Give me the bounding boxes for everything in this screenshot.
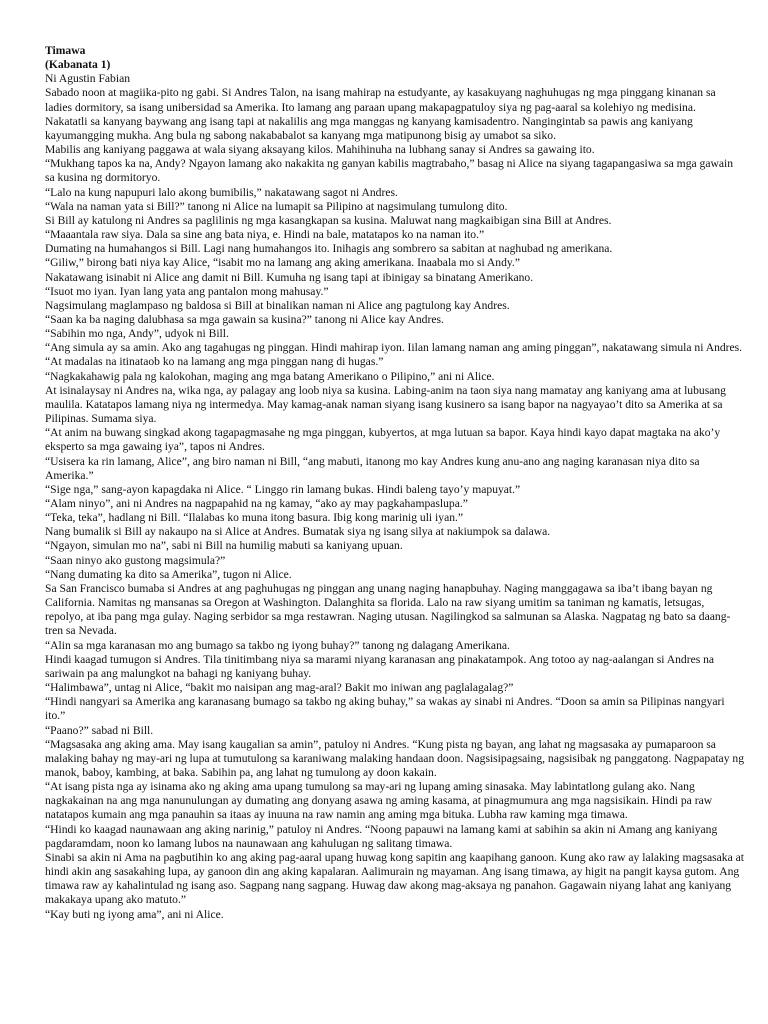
document-page <box>45 44 745 922</box>
paragraph: “Saan ninyo ako gustong magsimula?” <box>45 553 226 567</box>
paragraph: “Magsasaka ang aking ama. May isang kaugalian sa amin”, patuloy ni Andres. “Kung pista ng bayan, ang lahat ng magsasaka ay pumaparoon sa malaking bahay ng may-ari ng lupa at tumutulong sa karaniwang malaking handaan doon. Nagsisipagsaing, nagsisibak ng panggatong. Nagpapatay ng manok, baboy, kambing, at baka. Sabihin pa, ang lahat ng tumulong ay doon kakain. <box>45 737 744 779</box>
paragraph: Sabado noon at magiika-pito ng gabi. Si Andres Talon, na isang mahirap na estudyante, ay kasakuyang naghuhugas ng mga pinggang kinanan sa ladies dormitory, sa isang unibersidad sa Amerika. Ito lamang ang paraan upang makapagpatuloy siya ng pag-aaral sa kolehiyo ng medisina. <box>45 86 716 114</box>
paragraph: “Hindi ko kaagad naunawaan ang aking narinig,” patuloy ni Andres. “Noong papauwi na lamang kami at sabihin sa akin ni Amang ang kaniyang pagdaramdam, noon ko lamang lubos na naunawaan ang kahulugan ng salitang timawa. <box>45 822 718 850</box>
story-body <box>45 86 745 921</box>
paragraph: Hindi kaagad tumugon si Andres. Tila tinitimbang niya sa marami niyang karanasan ang pinakatampok. Ang totoo ay nag-aalangan si Andres na sariwain pa ang malungkot na bahagi ng kaniyang buhay. <box>45 652 715 680</box>
chapter-label: (Kabanata 1) <box>45 58 111 72</box>
paragraph: Dumating na humahangos si Bill. Lagi nang humahangos ito. Inihagis ang sombrero sa sabitan at naghubad ng amerikana. <box>45 242 613 256</box>
paragraph: “Maaantala raw siya. Dala sa sine ang bata niya, e. Hindi na bale, matatapos ko na naman ito.” <box>45 228 485 242</box>
paragraph: Nang bumalik si Bill ay nakaupo na si Alice at Andres. Bumatak siya ng isang silya at nakiumpok sa dalawa. <box>45 525 551 539</box>
paragraph: “Wala na naman yata si Bill?” tanong ni Alice na lumapit sa Pilipino at nagsimulang tumulong dito. <box>45 199 508 213</box>
author-line: Ni Agustin Fabian <box>45 72 131 86</box>
paragraph: Nakatawang isinabit ni Alice ang damit ni Bill. Kumuha ng isang tapi at ibinigay sa binatang Amerikano. <box>45 270 534 284</box>
paragraph: “Nang dumating ka dito sa Amerika”, tugon ni Alice. <box>45 567 292 581</box>
paragraph: “Ang simula ay sa amin. Ako ang tagahugas ng pinggan. Hindi mahirap iyon. Iilan lamang naman ang aming pinggan”, nakatawang simula ni Andres. “At madalas na itinataob ko na lamang ang mga pinggan nang di hugas.” <box>45 341 743 369</box>
paragraph: “Nagkakahawig pala ng kalokohan, maging ang mga batang Amerikano o Pilipino,” ani ni Alice. <box>45 369 495 383</box>
paragraph: “Giliw,” birong bati niya kay Alice, “isabit mo na lamang ang aking amerikana. Inaabala mo si Andy.” <box>45 256 520 270</box>
paragraph: “Saan ka ba naging dalubhasa sa mga gawain sa kusina?” tanong ni Alice kay Andres. <box>45 312 444 326</box>
paragraph: Nakatatli sa kanyang baywang ang isang tapi at nakalilis ang mga manggas ng kanyang kamisadentro. Nangingintab sa pawis ang kaniyang kayumangging mukha. Ang bula ng sabong nakababalot sa kanyang mga matipunong bisig ay umabot sa siko. <box>45 114 693 142</box>
paragraph: “Isuot mo iyan. Iyan lang yata ang pantalon mong mahusay.” <box>45 284 329 298</box>
paragraph: At isinalaysay ni Andres na, wika nga, ay palagay ang loob niya sa kusina. Labing-anim na taon siya nang mamatay ang kaniyang ama at lubusang maulila. Katatapos lamang niya ng intermedya. May kamag-anak naman siyang isang kusinero sa isang bapor na nagyayao’t dito sa Amerika at sa Pilipinas. Sumama siya. <box>45 383 726 426</box>
paragraph: Sa San Francisco bumaba si Andres at ang paghuhugas ng pinggan ang unang naging hanapbuhay. Naging manggagawa sa iba’t ibang bayan ng California. Namitas ng mansanas sa Oregon at Washington. Dalanghita sa florida. Lalo na raw siyang umitim sa taniman ng kamatis, letsugas, repolyo, at iba pang mga gulay. Naging serbidor sa mga restawran. Naging utusan. Nagilingkod sa salmunan sa Alaska. Nagpatag ng bato sa daang-tren sa Nevada. <box>45 581 731 638</box>
paragraph: “Teka, teka”, hadlang ni Bill. “Ilalabas ko muna itong basura. Ibig kong marinig uli iyan.” <box>45 511 464 525</box>
paragraph: “Ngayon, simulan mo na”, sabi ni Bill na humilig mabuti sa kaniyang upuan. <box>45 539 403 553</box>
paragraph: “Sabihin mo nga, Andy”, udyok ni Bill. <box>45 327 229 341</box>
paragraph: Mabilis ang kaniyang paggawa at wala siyang aksayang kilos. Mahihinuha na lubhang sanay si Andres sa gawaing ito. <box>45 143 595 157</box>
paragraph: Si Bill ay katulong ni Andres sa paglilinis ng mga kasangkapan sa kusina. Maluwat nang magkaibigan sina Bill at Andres. <box>45 213 612 227</box>
paragraph: “Paano?” sabad ni Bill. <box>45 723 154 737</box>
paragraph: Nagsimulang maglampaso ng baldosa si Bill at binalikan naman ni Alice ang pagtulong kay Andres. <box>45 298 510 312</box>
paragraph: “Hindi nangyari sa Amerika ang karanasang bumago sa takbo ng aking buhay,” sa wakas ay sinabi ni Andres. “Doon sa amin sa Pilipinas nangyari ito.” <box>45 695 725 723</box>
paragraph: “Halimbawa”, untag ni Alice, “bakit mo naisipan ang mag-aral? Bakit mo iniwan ang paglalagalag?” <box>45 681 514 695</box>
paragraph: “At anim na buwang singkad akong tagapagmasahe ng mga pinggan, kubyertos, at mga lutuan sa bapor. Kaya hindi kayo dapat magtaka na ako’y eksperto sa mga gawaing iya”, tapos ni Andres. <box>45 426 721 454</box>
paragraph: “Alam ninyo”, ani ni Andres na nagpapahid na ng kamay, “ako ay may pagkahampaslupa.” <box>45 497 468 510</box>
paragraph: Sinabi sa akin ni Ama na pagbutihin ko ang aking pag-aaral upang huwag kong sapitin ang kaapihang ganoon. Kung ako raw ay lalaking magsasaka at hindi akin ang sasakahing lupa, ay ganoon din ang aking kapalaran. Aalimurain ng mayaman. Ang isang timawa, ay higit na pangit kaysa gutom. Ang timawa raw ay kahalintulad ng isang aso. Sagpang nang sagpang. Huwag daw akong mag-aksaya ng panahon. Gagawain niyang lahat ang kaniyang makakaya upang ako matuto.” <box>45 850 744 907</box>
paragraph: “Usisera ka rin lamang, Alice”, ang biro naman ni Bill, “ang mabuti, itanong mo kay Andres kung anu-ano ang naging karanasan niya dito sa Amerika.” <box>45 454 700 482</box>
paragraph: “Alin sa mga karanasan mo ang bumago sa takbo ng iyong buhay?” tanong ng dalagang Amerikana. <box>45 638 510 652</box>
paragraph: “At isang pista nga ay isinama ako ng aking ama upang tumulong sa may-ari ng lupang aming sinasaka. May labintatlong gulang ako. Nang nagkakainan na ang mga nanunulungan ay dumating ang donyang asawa ng aming kasama, at pinagmumura ang mga nagsisikain. Hindi pa raw natatapos kumain ang mga panauhin sa itaas ay inuuna na raw namin ang aming mga bituka. Lubha raw kaming mga timawa. <box>45 780 713 822</box>
paragraph: “Mukhang tapos ka na, Andy? Ngayon lamang ako nakakita ng ganyan kabilis magtrabaho,” basag ni Alice na siyang tagapangasiwa sa mga gawain sa kusina ng dormitoryo. <box>45 157 734 185</box>
paragraph: “Sige nga,” sang-ayon kapagdaka ni Alice. “ Linggo rin lamang bukas. Hindi baleng tayo’y mapuyat.” <box>45 482 521 496</box>
paragraph: “Kay buti ng iyong ama”, ani ni Alice. <box>45 907 224 921</box>
paragraph: “Lalo na kung napupuri lalo akong bumibilis,” nakatawang sagot ni Andres. <box>45 185 398 199</box>
story-title: Timawa <box>45 44 86 57</box>
